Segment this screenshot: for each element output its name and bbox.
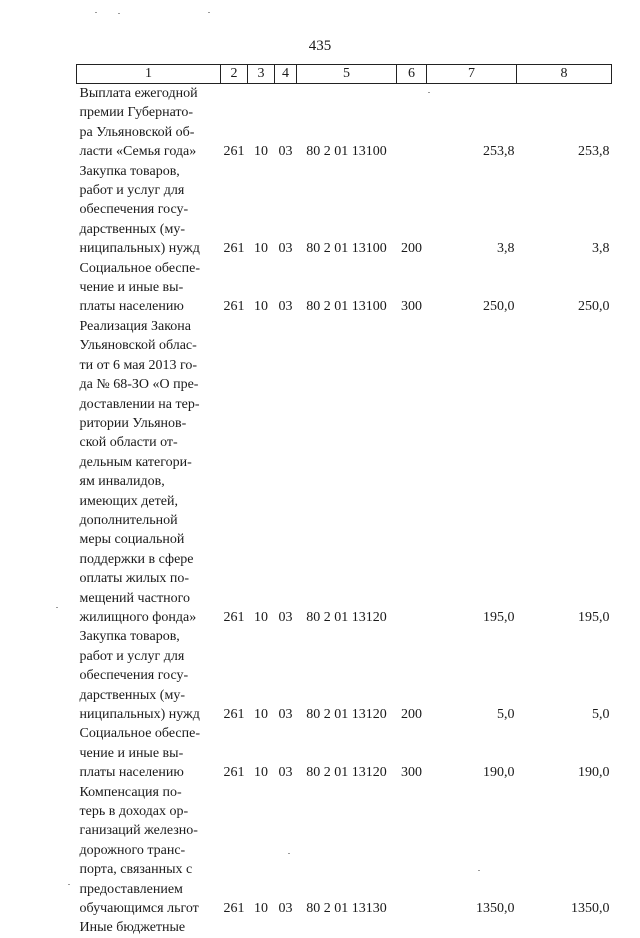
row-name-line: чение и иные вы- [79, 745, 184, 761]
header-col-1: 1 [77, 65, 221, 84]
subsection-code: 03 [278, 901, 293, 917]
row-name-line: ганизаций железно- [79, 823, 198, 839]
target-article-code: 80 2 01 13100 [306, 241, 387, 257]
table-row [77, 162, 612, 259]
row-name-line: дельным категори- [79, 454, 192, 470]
subsection-code: 03 [278, 707, 293, 722]
header-col-2: 2 [221, 65, 248, 84]
row-name-line: Иные бюджетные [79, 920, 186, 936]
row-name-line: оплаты жилых по- [79, 571, 190, 587]
section-code: 10 [254, 241, 268, 257]
target-article-code: 80 2 01 13120 [306, 609, 387, 625]
table-row [77, 84, 612, 162]
scan-speck [68, 884, 70, 885]
amount-year-1: 190,0 [483, 765, 515, 781]
row-name-line: Компенсация по- [79, 784, 182, 800]
amount-year-1: 253,8 [483, 144, 515, 160]
header-col-7: 7 [427, 65, 517, 84]
row-name-line: меры социальной [79, 532, 185, 548]
amount-year-2: 253,8 [578, 144, 610, 160]
row-name-line: ти от 6 мая 2013 го- [79, 357, 198, 373]
row-name-line: имеющих детей, [79, 493, 178, 509]
row-name-line: дополнительной [79, 512, 178, 528]
row-name-line: дарственных (му- [79, 687, 185, 703]
row-name-line: обеспечения госу- [79, 202, 189, 218]
expense-type-code: 200 [401, 707, 422, 722]
section-code: 10 [254, 144, 268, 160]
row-name-line: доставлении на тер- [79, 396, 200, 412]
row-name-line: платы населению [79, 765, 184, 781]
amount-year-2 [517, 918, 612, 937]
row-name-line: жилищного фонда» [79, 609, 197, 625]
section-code: 10 [254, 299, 268, 315]
row-name [77, 317, 221, 628]
budget-table [76, 64, 612, 938]
row-name-line: Социальное обеспе- [79, 726, 200, 742]
scan-speck [478, 870, 480, 871]
row-name-line: премии Губернато- [79, 105, 194, 121]
subsection-code: 03 [278, 144, 293, 160]
scan-speck [118, 13, 120, 14]
scan-speck [208, 12, 210, 13]
row-name-line: дорожного транс- [79, 842, 186, 858]
table-row [77, 317, 612, 628]
row-name-line: обучающимся льгот [79, 901, 199, 917]
row-name-line: ниципальных) нужд [79, 707, 200, 722]
row-name-line: Закупка товаров, [79, 163, 180, 179]
row-name [77, 724, 221, 782]
row-name-line: Социальное обеспе- [79, 260, 200, 276]
header-col-4: 4 [275, 65, 297, 84]
subsection-code: 03 [278, 299, 293, 315]
expense-type-code [397, 783, 427, 919]
row-name-line: да № 68-ЗО «О пре- [79, 377, 199, 393]
expense-type-code [397, 918, 427, 937]
amount-year-2: 195,0 [578, 609, 610, 625]
row-name-line: мещений частного [79, 590, 191, 606]
section-code: 10 [254, 609, 268, 625]
scan-speck [288, 853, 290, 854]
row-name-line: Выплата ежегодной [79, 86, 198, 101]
row-name-line: ласти «Семья года» [79, 144, 197, 160]
row-name-line: поддержки в сфере [79, 551, 194, 567]
subsection-code [275, 918, 297, 937]
amount-year-1: 1350,0 [476, 901, 515, 917]
ministry-code: 261 [223, 765, 245, 781]
row-name-line: работ и услуг для [79, 183, 185, 199]
expense-type-code: 300 [401, 765, 422, 781]
ministry-code [221, 918, 248, 937]
row-name-line: Закупка товаров, [79, 629, 180, 645]
header-col-6: 6 [397, 65, 427, 84]
target-article-code: 80 2 01 13100 [306, 144, 387, 160]
row-name-line: Реализация Закона [79, 318, 191, 334]
row-name-line: ям инвалидов, [79, 474, 165, 490]
row-name [77, 918, 221, 937]
row-name-line: предоставлением [79, 881, 183, 897]
amount-year-1: 195,0 [483, 609, 515, 625]
amount-year-2: 5,0 [592, 707, 610, 722]
amount-year-2: 1350,0 [571, 901, 610, 917]
ministry-code: 261 [223, 609, 245, 625]
table-row [77, 259, 612, 317]
target-article-code [297, 918, 397, 937]
expense-type-code [397, 84, 427, 162]
table-row [77, 627, 612, 724]
expense-type-code: 200 [401, 241, 422, 257]
row-name-line: ра Ульяновской об- [79, 124, 195, 140]
subsection-code: 03 [278, 241, 293, 257]
table-row [77, 783, 612, 919]
row-name-line: ниципальных) нужд [79, 241, 200, 257]
target-article-code: 80 2 01 13100 [306, 299, 387, 315]
ministry-code: 261 [223, 299, 245, 315]
row-name-line: дарственных (му- [79, 221, 185, 237]
ministry-code: 261 [223, 707, 245, 722]
row-name [77, 783, 221, 919]
row-name-line: чение и иные вы- [79, 280, 184, 296]
page-number: 435 [308, 38, 332, 54]
row-name-line: ской области от- [79, 435, 178, 451]
row-name-line: работ и услуг для [79, 648, 185, 664]
scan-speck [428, 92, 430, 93]
section-code [248, 918, 275, 937]
ministry-code: 261 [223, 901, 245, 917]
row-name-line: ритории Ульянов- [79, 415, 187, 431]
amount-year-2: 250,0 [578, 299, 610, 315]
row-name [77, 627, 221, 724]
section-code: 10 [254, 901, 268, 917]
scan-speck [56, 607, 58, 608]
row-name-line: платы населению [79, 299, 184, 315]
amount-year-1: 5,0 [497, 707, 515, 722]
column-number-header [77, 65, 612, 84]
header-col-5: 5 [297, 65, 397, 84]
amount-year-1 [427, 918, 517, 937]
amount-year-2: 190,0 [578, 765, 610, 781]
header-col-3: 3 [248, 65, 275, 84]
scan-speck [95, 12, 97, 13]
subsection-code: 03 [278, 765, 293, 781]
row-name-line: терь в доходах ор- [79, 804, 189, 820]
amount-year-2: 3,8 [592, 241, 610, 257]
row-name-line: обеспечения госу- [79, 668, 189, 684]
table-row [77, 724, 612, 782]
table-body [77, 84, 612, 938]
ministry-code: 261 [223, 241, 245, 257]
section-code: 10 [254, 765, 268, 781]
ministry-code: 261 [223, 144, 245, 160]
target-article-code: 80 2 01 13120 [306, 765, 387, 781]
expense-type-code [397, 317, 427, 628]
amount-year-1: 250,0 [483, 299, 515, 315]
section-code: 10 [254, 707, 268, 722]
target-article-code: 80 2 01 13130 [306, 901, 387, 917]
row-name-line: порта, связанных с [79, 862, 193, 878]
table-row [77, 918, 612, 937]
expense-type-code: 300 [401, 299, 422, 315]
subsection-code: 03 [278, 609, 293, 625]
amount-year-1: 3,8 [497, 241, 515, 257]
row-name-line: Ульяновской облас- [79, 338, 197, 354]
row-name [77, 259, 221, 317]
row-name [77, 84, 221, 162]
row-name [77, 162, 221, 259]
header-col-8: 8 [517, 65, 612, 84]
target-article-code: 80 2 01 13120 [306, 707, 387, 722]
